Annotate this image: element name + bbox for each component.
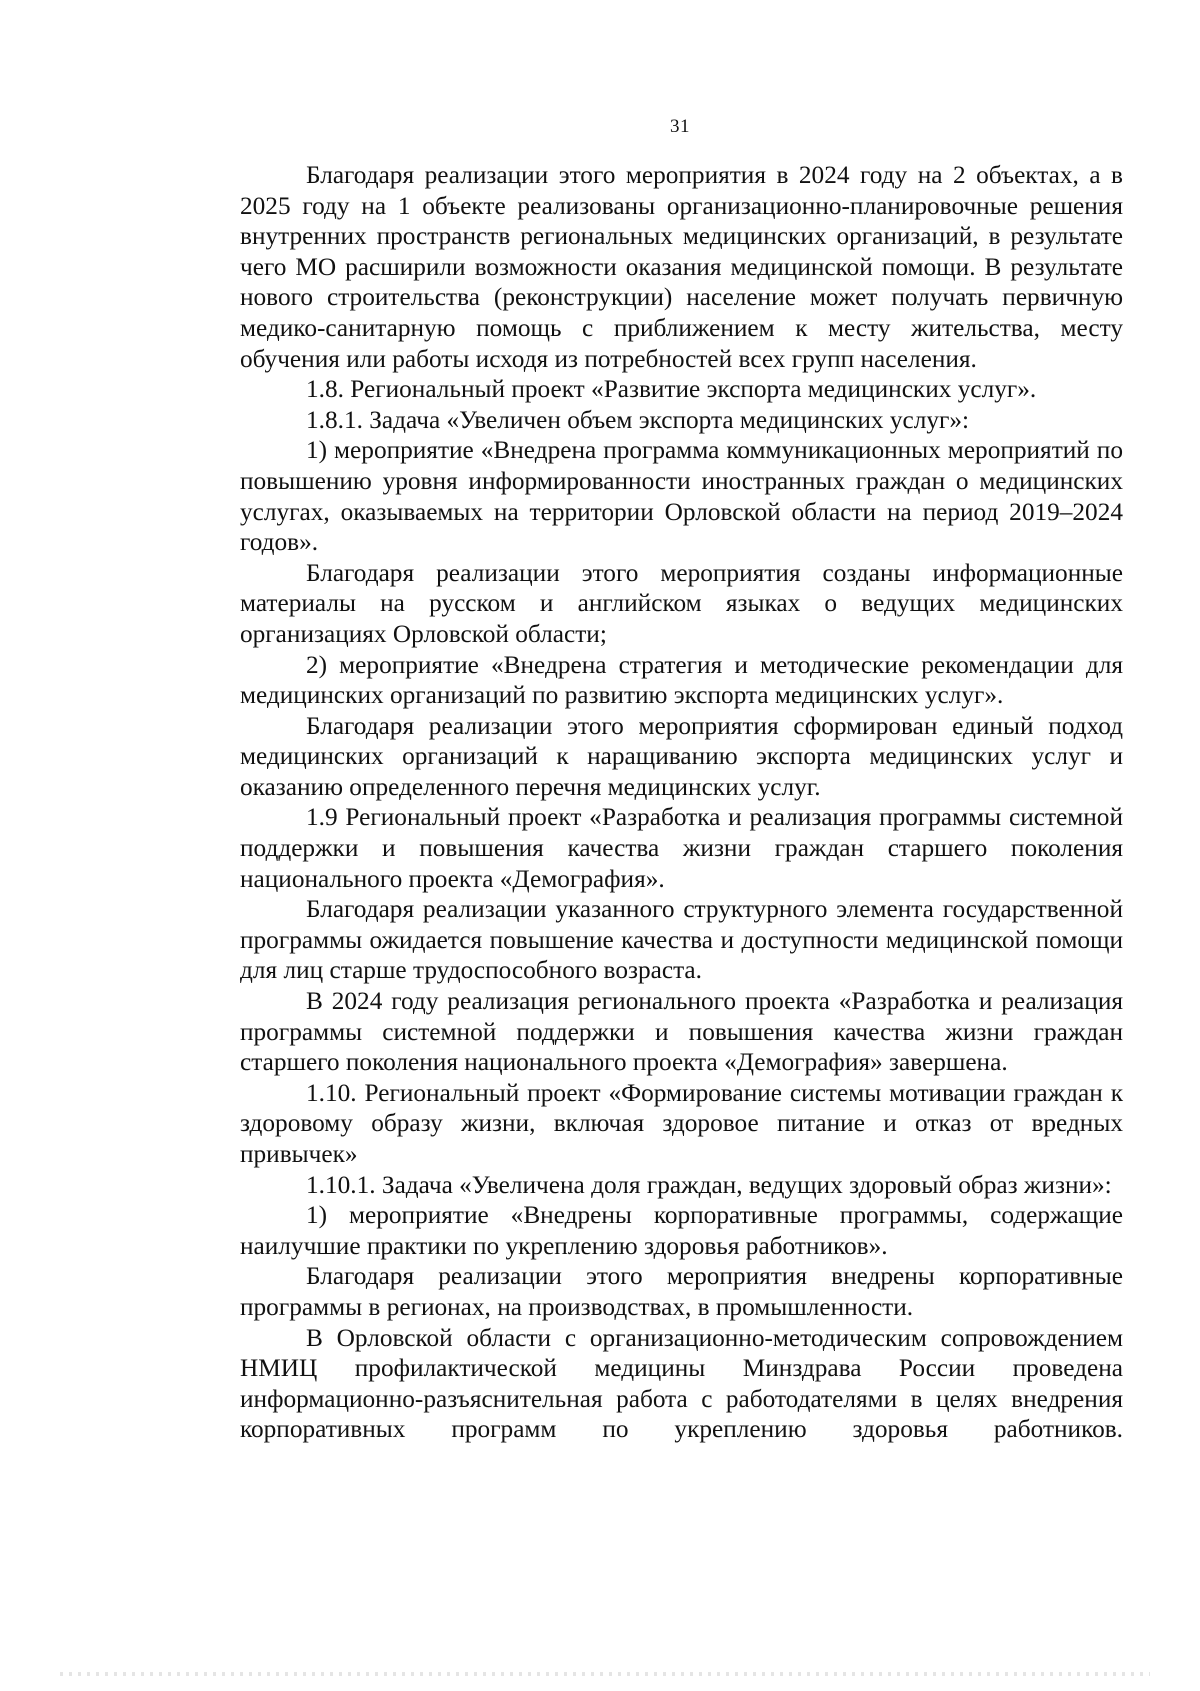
paragraph-information-materials: Благодаря реализации этого мероприятия созданы информационные материалы на русском и английском языках о ведущих медицинских организациях Орловской области; [240, 558, 1123, 648]
page-number: 31 [670, 116, 690, 137]
document-body [240, 160, 1123, 1445]
paragraph-task-1-8-1: 1.8.1. Задача «Увеличен объем экспорта медицинских услуг»: [306, 405, 970, 434]
paragraph-measure-communication-program: 1) мероприятие «Внедрена программа коммуникационных мероприятий по повышению уровня информированности иностранных граждан о медицинских услугах, оказываемых на территории Орловской области на период 2019–2024 годов». [240, 436, 1123, 557]
paragraph-construction-results: Благодаря реализации этого мероприятия в 2024 году на 2 объектах, а в 2025 году на 1 объекте реализованы организационно-планировочные решения внутренних пространств региональных медицинских организаций, в результате чего МО расширили возможности оказания медицинской помощи. В результате нового строительства (реконструкции) население может получать первичную медико-санитарную помощь с приближением к месту жительства, месту обучения или работы исходя из потребностей всех групп населения. [240, 161, 1123, 373]
paragraph-project-1-8: 1.8. Региональный проект «Развитие экспорта медицинских услуг». [306, 375, 1037, 404]
paragraph-project-1-9: 1.9 Региональный проект «Разработка и реализация программы системной поддержки и повышения качества жизни граждан старшего поколения национального проекта «Демография». [240, 803, 1123, 893]
paragraph-project-1-10: 1.10. Региональный проект «Формирование системы мотивации граждан к здоровому образу жизни, включая здоровое питание и отказ от вредных привычек» [240, 1078, 1123, 1168]
paragraph-corporate-programs-result: Благодаря реализации этого мероприятия внедрены корпоративные программы в регионах, на производствах, в промышленности. [240, 1262, 1123, 1321]
paragraph-measure-strategy: 2) мероприятие «Внедрена стратегия и методические рекомендации для медицинских организаций по развитию экспорта медицинских услуг». [240, 650, 1123, 710]
paragraph-orel-region-work: В Орловской области с организационно-методическим сопровождением НМИЦ профилактической медицины Минздрава России проведена информационно-разъяснительная работа с работодателями в целях внедрения корпоративных программ по укреплению здоровья работников. [240, 1323, 1123, 1444]
paragraph-quality-expectation: Благодаря реализации указанного структурного элемента государственной программы ожидается повышение качества и доступности медицинской помощи для лиц старше трудоспособного возраста. [240, 895, 1123, 985]
paragraph-project-completed: В 2024 году реализация регионального проекта «Разработка и реализация программы системной поддержки и повышения качества жизни граждан старшего поколения национального проекта «Демография» завершена. [240, 987, 1123, 1077]
paragraph-unified-approach: Благодаря реализации этого мероприятия сформирован единый подход медицинских организаций к наращиванию экспорта медицинских услуг и оказанию определенного перечня медицинских услуг. [240, 711, 1123, 801]
paragraph-task-1-10-1: 1.10.1. Задача «Увеличена доля граждан, ведущих здоровый образ жизни»: [306, 1170, 1112, 1199]
paragraph-measure-corporate-programs: 1) мероприятие «Внедрены корпоративные программы, содержащие наилучшие практики по укреплению здоровья работников». [240, 1201, 1123, 1260]
scan-edge-noise [60, 1672, 1150, 1676]
